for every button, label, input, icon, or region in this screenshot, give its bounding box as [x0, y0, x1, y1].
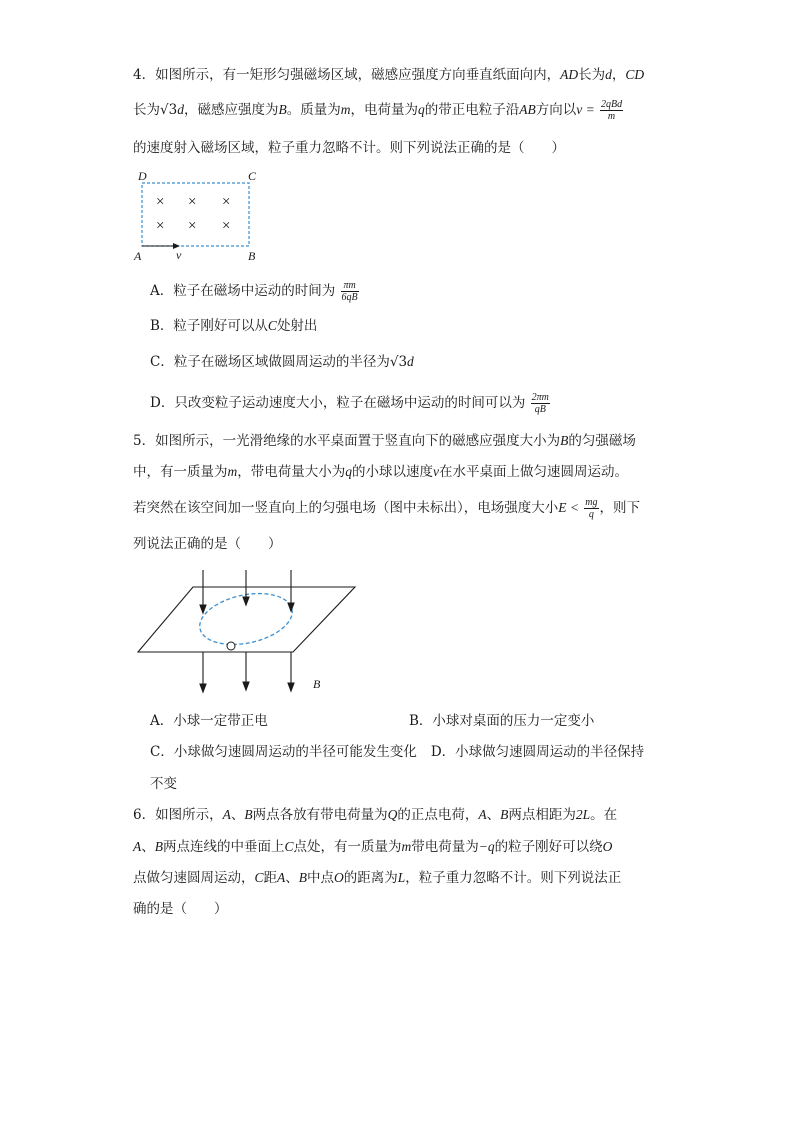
cross-mark: × [222, 218, 231, 234]
q4-option-c: C．粒子在磁场区域做圆周运动的半径为√3d [150, 354, 414, 370]
label-C: C [248, 169, 257, 183]
label-B: B [248, 249, 256, 263]
option-a-fraction: $\frac{\pi m}{6qB}$ [341, 280, 358, 303]
label-v: v [176, 248, 182, 262]
q5-option-d-cont: 不变 [150, 776, 177, 792]
velocity-fraction: $\frac{\text{2qBd}}{m}$ [600, 99, 623, 122]
label-D: D [138, 169, 147, 183]
q5-option-b: B．小球对桌面的压力一定变小 [409, 713, 595, 729]
q5-option-c: C．小球做匀速圆周运动的半径可能发生变化 D．小球做匀速圆周运动的半径保持 [150, 744, 645, 760]
q4-line-1: 4．如图所示，有一矩形匀强磁场区域，磁感应强度方向垂直纸面向内，AD长为d，CD [133, 67, 645, 83]
q6-line-1: 6．如图所示，A、B两点各放有带电荷量为Q的正点电荷，A、B两点相距为2L。在 [133, 807, 618, 823]
q5-line-3: 若突然在该空间加一竖直向上的匀强电场（图中未标出），电场强度大小E < $\frac{mg}{q}$ ，则下 [133, 497, 641, 520]
field-fraction: $\frac{mg}{q}$ [585, 497, 598, 520]
field-crosses [156, 194, 230, 234]
charged-ball [227, 642, 235, 650]
q6-line-4: 确的是（ ） [133, 901, 228, 917]
cross-mark: × [188, 194, 197, 210]
q6-line-3: 点做匀速圆周运动，C距A、B中点O的距离为L，粒子重力忽略不计。则下列说法正 [133, 870, 622, 886]
cross-mark: × [188, 218, 197, 234]
q5-line-2: 中，有一质量为m，带电荷量大小为q的小球以速度v在水平桌面上做匀速圆周运动。 [133, 464, 628, 480]
q6-line-2: A、B两点连线的中垂面上C点处，有一质量为m带电荷量为−q的粒子刚好可以绕O [133, 839, 613, 855]
q4-option-a: A．粒子在磁场中运动的时间为 $\frac{\pi m}{6qB}$ [150, 280, 358, 303]
q4-option-b: B．粒子刚好可以从C处射出 [150, 318, 318, 334]
label-A: A [134, 249, 142, 263]
q5-line-1: 5．如图所示，一光滑绝缘的水平桌面置于竖直向下的磁感应强度大小为B的匀强磁场 [133, 433, 636, 449]
cross-mark: × [156, 218, 165, 234]
q5-line-4: 列说法正确的是（ ） [133, 536, 282, 552]
q4-line-2: 长为√3d，磁感应强度为B。质量为m，电荷量为q的带正电粒子沿AB方向以v = $\frac{\text{2qBd}}{m}$ [133, 99, 623, 122]
option-d-fraction: $\frac{2\pi m}{qB}$ [531, 392, 549, 415]
q4-line-3: 的速度射入磁场区域，粒子重力忽略不计。则下列说法正确的是（ ） [133, 140, 565, 156]
cross-mark: × [222, 194, 231, 210]
cross-mark: × [156, 194, 165, 210]
label-B-field: B [313, 677, 321, 691]
q4-option-d: D．只改变粒子运动速度大小，粒子在磁场中运动的时间可以为 $\frac{2\pi m}{qB}$ [150, 392, 549, 415]
field-region-rect [142, 183, 249, 246]
q5-option-a: A．小球一定带正电 [150, 713, 268, 729]
q4-magnetic-field-figure [130, 168, 270, 264]
q5-table-field-figure [130, 566, 360, 696]
